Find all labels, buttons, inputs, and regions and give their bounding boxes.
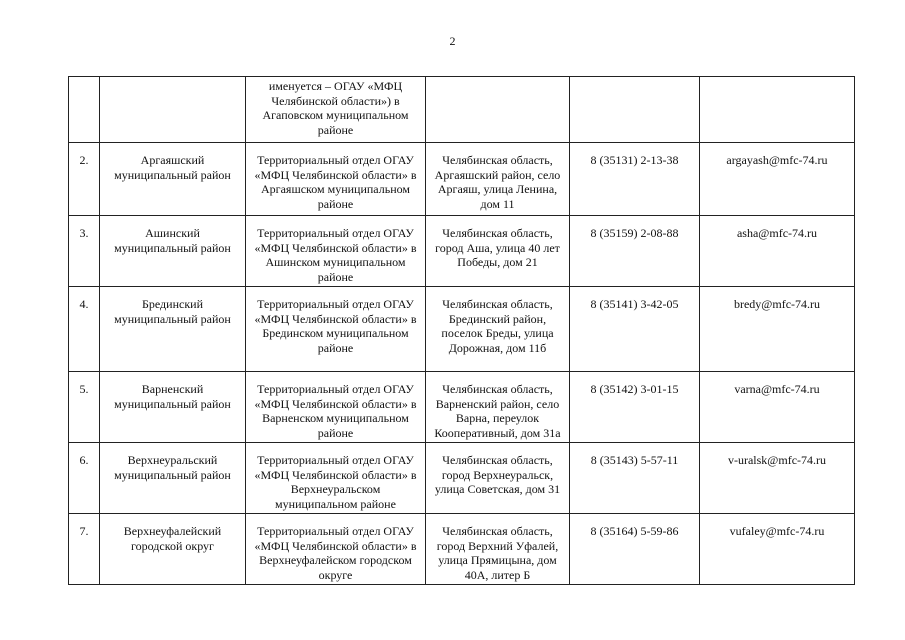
cell-municipality: Варненский муниципальный район [100,372,246,443]
table-row-continuation [69,77,855,143]
table-row [69,372,855,443]
cell-address: Челябинская область, город Аша, улица 40 лет Победы, дом 21 [426,216,570,287]
cell-address [426,77,570,143]
cell-municipality: Брединский муниципальный район [100,287,246,372]
table-body [69,77,855,585]
cell-address: Челябинская область, Аргаяшский район, село Аргаяш, улица Ленина, дом 11 [426,143,570,216]
table-row [69,287,855,372]
cell-email: bredy@mfc-74.ru [700,287,855,372]
cell-email: v-uralsk@mfc-74.ru [700,443,855,514]
table-row [69,216,855,287]
cell-email: argayash@mfc-74.ru [700,143,855,216]
cell-phone [570,77,700,143]
cell-department: Территориальный отдел ОГАУ «МФЦ Челябинской области» в Варненском муниципальном районе [246,372,426,443]
cell-num: 3. [69,216,100,287]
cell-num: 2. [69,143,100,216]
cell-phone: 8 (35164) 5-59-86 [570,514,700,585]
cell-address: Челябинская область, Варненский район, село Варна, переулок Кооперативный, дом 31а [426,372,570,443]
table-row [69,143,855,216]
cell-address: Челябинская область, Брединский район, поселок Бреды, улица Дорожная, дом 11б [426,287,570,372]
cell-department: Территориальный отдел ОГАУ «МФЦ Челябинской области» в Верхнеуральском муниципальном районе [246,443,426,514]
cell-num: 5. [69,372,100,443]
cell-num [69,77,100,143]
cell-email: asha@mfc-74.ru [700,216,855,287]
table-row [69,443,855,514]
cell-department: Территориальный отдел ОГАУ «МФЦ Челябинской области» в Ашинском муниципальном районе [246,216,426,287]
cell-municipality: Ашинский муниципальный район [100,216,246,287]
cell-num: 7. [69,514,100,585]
cell-phone: 8 (35143) 5-57-11 [570,443,700,514]
cell-phone: 8 (35159) 2-08-88 [570,216,700,287]
mfc-offices-table [68,76,855,585]
cell-department: Территориальный отдел ОГАУ «МФЦ Челябинской области» в Верхнеуфалейском городском округе [246,514,426,585]
cell-municipality: Аргаяшский муниципальный район [100,143,246,216]
cell-municipality [100,77,246,143]
cell-num: 6. [69,443,100,514]
cell-department: именуется – ОГАУ «МФЦ Челябинской области») в Агаповском муниципальном районе [246,77,426,143]
cell-email: vufaley@mfc-74.ru [700,514,855,585]
cell-municipality: Верхнеуральский муниципальный район [100,443,246,514]
cell-email: varna@mfc-74.ru [700,372,855,443]
cell-department: Территориальный отдел ОГАУ «МФЦ Челябинской области» в Аргаяшском муниципальном районе [246,143,426,216]
cell-address: Челябинская область, город Верхний Уфалей, улица Прямицына, дом 40А, литер Б [426,514,570,585]
cell-email [700,77,855,143]
page-number: 2 [449,34,456,48]
cell-municipality: Верхнеуфалейский городской округ [100,514,246,585]
cell-phone: 8 (35141) 3-42-05 [570,287,700,372]
cell-phone: 8 (35131) 2-13-38 [570,143,700,216]
table-row [69,514,855,585]
cell-address: Челябинская область, город Верхнеуральск, улица Советская, дом 31 [426,443,570,514]
cell-department: Территориальный отдел ОГАУ «МФЦ Челябинской области» в Брединском муниципальном районе [246,287,426,372]
cell-num: 4. [69,287,100,372]
cell-phone: 8 (35142) 3-01-15 [570,372,700,443]
